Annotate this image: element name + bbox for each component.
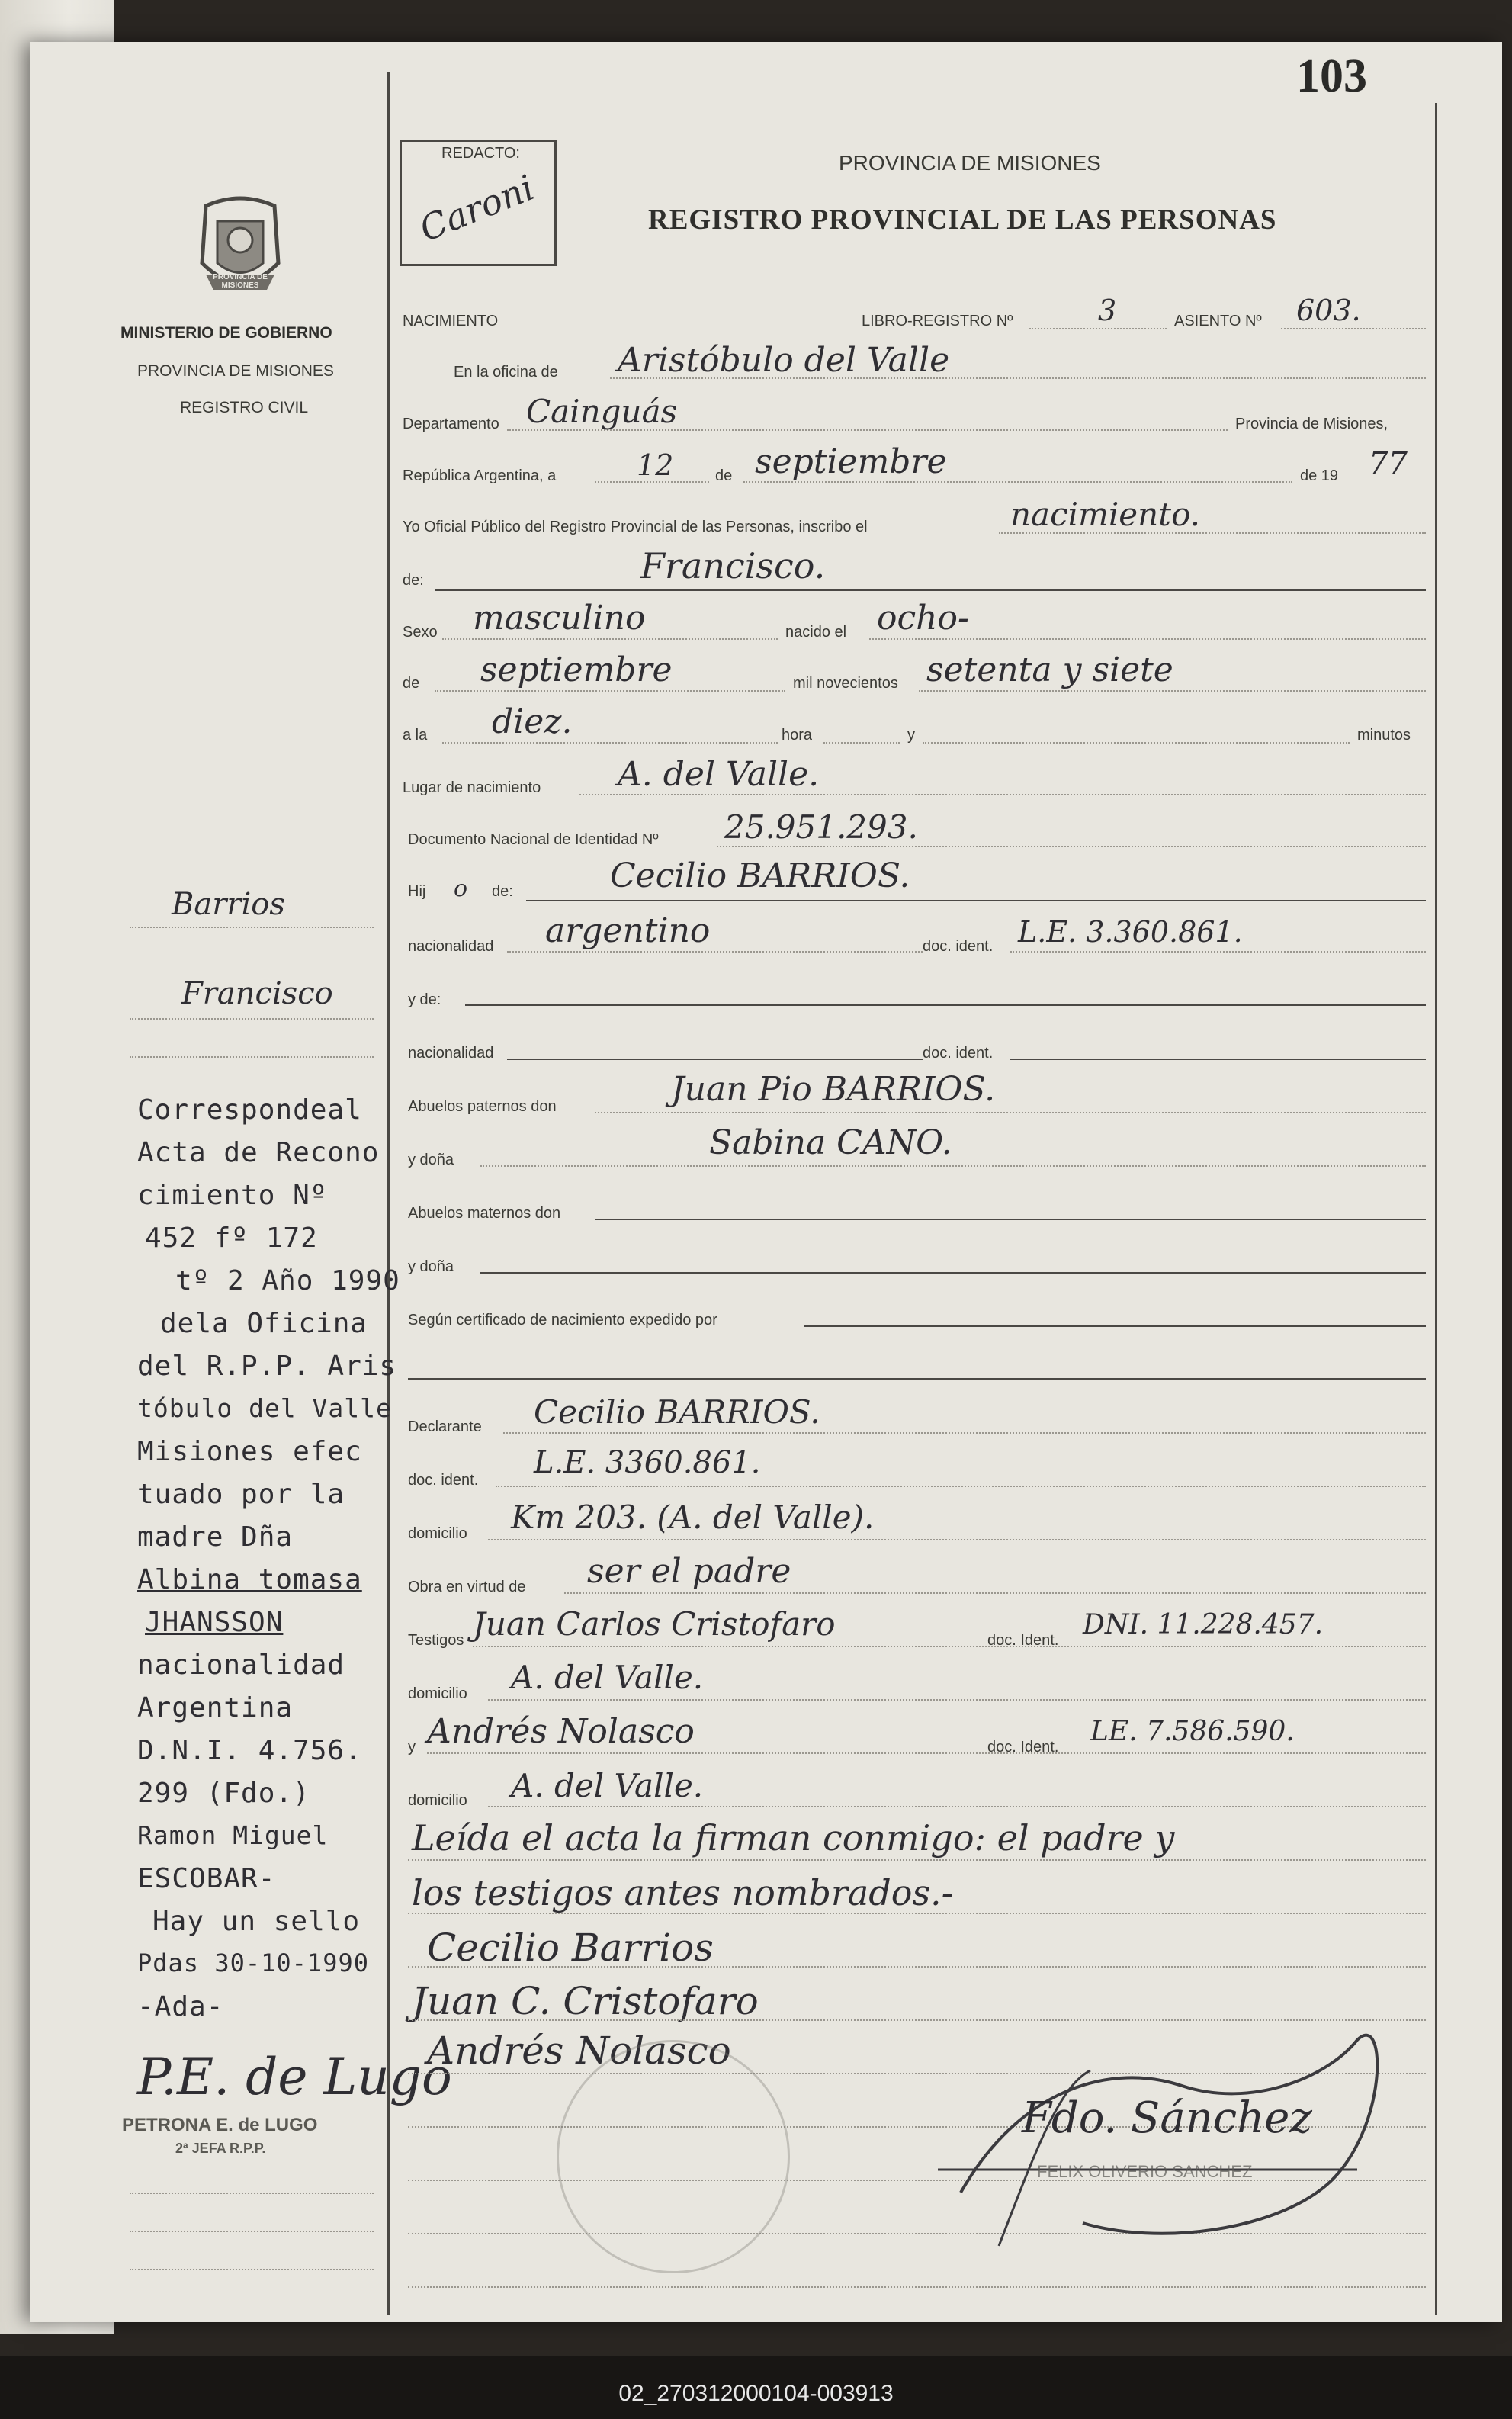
obra-label: Obra en virtud de bbox=[408, 1579, 526, 1595]
testigo1-value: Juan Carlos Cristofaro bbox=[473, 1605, 836, 1643]
nacido-label: nacido el bbox=[785, 624, 847, 641]
domicilio-label: domicilio bbox=[408, 1525, 467, 1542]
fill-line bbox=[999, 532, 1426, 534]
nac-padre-value: argentino bbox=[545, 911, 711, 950]
margin-line bbox=[130, 1056, 374, 1058]
name-value: Francisco. bbox=[640, 545, 826, 586]
ministry-registry: REGISTRO CIVIL bbox=[180, 399, 309, 416]
ab-pat-label: Abuelos paternos don bbox=[408, 1098, 557, 1115]
decl-doc-label: doc. ident. bbox=[408, 1472, 479, 1489]
closing-line-2: los testigos antes nombrados.- bbox=[412, 1872, 954, 1913]
fill-line bbox=[804, 1325, 1426, 1327]
margin-stamp-role: 2ª JEFA R.P.P. bbox=[175, 2141, 266, 2156]
lugar-label: Lugar de nacimiento bbox=[403, 779, 541, 796]
docident-label: doc. ident. bbox=[923, 938, 994, 955]
margin-note-line: cimiento Nº bbox=[137, 1180, 328, 1211]
republica-label: República Argentina, a bbox=[403, 467, 557, 484]
fill-line bbox=[564, 1592, 1426, 1594]
declarante-value: Cecilio BARRIOS. bbox=[534, 1393, 820, 1431]
signature-declarante: Cecilio Barrios bbox=[427, 1926, 714, 1970]
fill-line bbox=[427, 1752, 1426, 1754]
margin-note-line: del R.P.P. Aris bbox=[137, 1351, 397, 1382]
margin-note-line: D.N.I. 4.756. bbox=[137, 1735, 362, 1766]
header-province: PROVINCIA DE MISIONES bbox=[839, 151, 1101, 175]
ministry-province: PROVINCIA DE MISIONES bbox=[137, 362, 334, 380]
margin-stamp-name: PETRONA E. de LUGO bbox=[122, 2115, 318, 2135]
hora-value: diez. bbox=[492, 702, 573, 741]
ab-mat-label: Abuelos maternos don bbox=[408, 1205, 561, 1222]
official-signature: Fdo. Sánchez bbox=[1022, 2093, 1312, 2143]
fill-line bbox=[408, 1859, 1426, 1861]
margin-note-line: Acta de Recono bbox=[137, 1137, 380, 1168]
lugar-value: A. del Valle. bbox=[618, 755, 820, 794]
year-label: de 19 bbox=[1300, 467, 1339, 484]
t2-y-label: y bbox=[408, 1739, 416, 1756]
asiento-label: ASIENTO Nº bbox=[1174, 313, 1262, 329]
margin-given-name: Francisco bbox=[181, 976, 333, 1011]
y-label: y bbox=[907, 727, 915, 744]
margin-note-line: Pdas 30-10-1990 bbox=[137, 1948, 369, 1977]
fill-line bbox=[473, 1646, 1426, 1647]
fill-line bbox=[869, 638, 1426, 640]
fill-line bbox=[408, 2286, 1426, 2288]
docident2-label: doc. ident. bbox=[923, 1045, 994, 1062]
redacto-signature: Caroni bbox=[413, 166, 541, 250]
margin-line bbox=[130, 1018, 374, 1020]
fill-line bbox=[919, 690, 1426, 692]
margin-note-line: 452 fº 172 bbox=[145, 1222, 318, 1254]
signature-testigo-1: Juan C. Cristofaro bbox=[412, 1979, 759, 2023]
margin-signature: P.E. de Lugo bbox=[137, 2048, 452, 2106]
hijo-label-a: Hij bbox=[408, 883, 426, 900]
departamento-label: Departamento bbox=[403, 416, 499, 432]
fill-line bbox=[1010, 951, 1426, 953]
margin-note-line: nacionalidad bbox=[137, 1650, 345, 1681]
oficial-value: nacimiento. bbox=[1010, 496, 1200, 533]
margin-note-line: Albina tomasa bbox=[137, 1564, 362, 1595]
departamento-value: Cainguás bbox=[526, 393, 678, 430]
fill-line bbox=[1029, 328, 1167, 329]
margin-line bbox=[130, 2231, 374, 2232]
obra-value: ser el padre bbox=[587, 1552, 791, 1591]
redacto-label: REDACTO: bbox=[441, 145, 520, 162]
t1-doc-value: DNI. 11.228.457. bbox=[1083, 1609, 1324, 1640]
mil-label: mil novecientos bbox=[793, 675, 898, 692]
margin-note-line: -Ada- bbox=[137, 1991, 224, 2022]
oficina-value: Aristóbulo del Valle bbox=[618, 341, 950, 380]
oficial-text: Yo Oficial Público del Registro Provincial de las Personas, inscribo el bbox=[403, 519, 868, 535]
margin-note-line: 299 (Fdo.) bbox=[137, 1778, 310, 1809]
decl-doc-value: L.E. 3360.861. bbox=[534, 1445, 761, 1480]
birth-month-value: septiembre bbox=[480, 651, 673, 689]
margin-surname: Barrios bbox=[172, 887, 285, 922]
margin-note-line: Correspondeal bbox=[137, 1094, 362, 1126]
de3-label: de bbox=[403, 675, 420, 692]
fill-line bbox=[595, 1219, 1426, 1220]
fill-line bbox=[507, 951, 923, 953]
fill-line bbox=[442, 638, 778, 640]
fill-line bbox=[408, 1913, 1426, 1914]
ministry-label: MINISTERIO DE GOBIERNO bbox=[120, 324, 332, 342]
minutos-label: minutos bbox=[1357, 727, 1411, 744]
de-label: de bbox=[715, 467, 733, 484]
register-page bbox=[30, 42, 1502, 2322]
redacto-box bbox=[400, 140, 557, 266]
folio-number: 103 bbox=[1296, 50, 1367, 102]
fill-line bbox=[480, 1272, 1426, 1274]
domicilio-value: Km 203. (A. del Valle). bbox=[511, 1499, 875, 1536]
fill-line bbox=[743, 481, 1292, 483]
fill-line bbox=[579, 794, 1426, 795]
official-stamp: FELIX OLIVERIO SANCHEZ bbox=[1037, 2162, 1253, 2181]
hora-label: hora bbox=[782, 727, 813, 744]
year-value: 77 bbox=[1369, 446, 1408, 481]
testigos-label: Testigos bbox=[408, 1632, 464, 1649]
margin-note-line: JHANSSON bbox=[145, 1607, 284, 1638]
t2-dom-label: domicilio bbox=[408, 1792, 467, 1809]
mil-value: setenta y siete bbox=[926, 651, 1173, 689]
fill-line bbox=[442, 742, 778, 744]
segun-label: Según certificado de nacimiento expedido por bbox=[408, 1312, 717, 1328]
fill-line bbox=[1010, 1059, 1426, 1060]
ab-pat-dona-value: Sabina CANO. bbox=[709, 1123, 952, 1162]
margin-note-line: Misiones efec bbox=[137, 1436, 362, 1467]
t2-doc-label: doc. Ident. bbox=[987, 1739, 1059, 1756]
t1-doc-label: doc. Ident. bbox=[987, 1632, 1059, 1649]
t2-doc-value: LE. 7.586.590. bbox=[1090, 1716, 1295, 1747]
closing-line-1: Leída el acta la firman conmigo: el padre y bbox=[412, 1817, 1175, 1858]
oficina-label: En la oficina de bbox=[454, 364, 558, 381]
margin-note-line: madre Dña bbox=[137, 1521, 294, 1553]
libro-label: LIBRO-REGISTRO Nº bbox=[862, 313, 1013, 329]
fill-line bbox=[717, 846, 1426, 847]
scan-caption: 02_270312000104-003913 bbox=[618, 2381, 894, 2406]
fill-line bbox=[1281, 328, 1426, 329]
hijo-suffix: o bbox=[454, 875, 468, 902]
margin-note-line: Argentina bbox=[137, 1692, 294, 1723]
fill-line bbox=[435, 589, 1426, 591]
fill-line bbox=[480, 1165, 1426, 1167]
asiento-value: 603. bbox=[1296, 294, 1361, 327]
fill-line bbox=[507, 1059, 923, 1060]
margin-line bbox=[130, 927, 374, 928]
yde-label: y de: bbox=[408, 991, 441, 1008]
margin-line bbox=[130, 2269, 374, 2270]
fill-line bbox=[526, 900, 1426, 901]
fill-line bbox=[408, 1378, 1426, 1380]
sexo-label: Sexo bbox=[403, 624, 438, 641]
nac-label: nacionalidad bbox=[408, 938, 494, 955]
t2-dom-value: A. del Valle. bbox=[511, 1767, 704, 1804]
emblem-caption: PROVINCIA DE MISIONES bbox=[213, 273, 268, 290]
ydona2-label: y doña bbox=[408, 1258, 454, 1275]
day-value: 12 bbox=[637, 448, 674, 482]
margin-line bbox=[130, 2193, 374, 2194]
fill-line bbox=[595, 1112, 1426, 1113]
form-left-border bbox=[387, 72, 390, 2315]
ab-pat-value: Juan Pio BARRIOS. bbox=[671, 1070, 996, 1109]
margin-note-line: dela Oficina bbox=[160, 1308, 368, 1339]
dni-label: Documento Nacional de Identidad Nº bbox=[408, 831, 659, 848]
fill-line bbox=[465, 1004, 1426, 1006]
nac2-label: nacionalidad bbox=[408, 1045, 494, 1062]
ydona-label: y doña bbox=[408, 1152, 454, 1168]
margin-note-line: tuado por la bbox=[137, 1479, 345, 1510]
dni-value: 25.951.293. bbox=[724, 808, 918, 846]
testigo2-value: Andrés Nolasco bbox=[427, 1712, 695, 1751]
declarante-label: Declarante bbox=[408, 1418, 482, 1435]
section-label: NACIMIENTO bbox=[403, 313, 499, 329]
margin-note-line: tº 2 Año 1990 bbox=[175, 1265, 400, 1296]
provincia-suffix: Provincia de Misiones, bbox=[1235, 416, 1388, 432]
fill-line bbox=[503, 1432, 1426, 1434]
de2-label: de: bbox=[403, 572, 424, 589]
sexo-value: masculino bbox=[473, 599, 646, 638]
fill-line bbox=[488, 1699, 1426, 1701]
margin-note-line: Hay un sello bbox=[152, 1906, 361, 1937]
margin-note-line: ESCOBAR- bbox=[137, 1863, 276, 1894]
padre-value: Cecilio BARRIOS. bbox=[610, 856, 910, 895]
margin-note-line: Ramon Miguel bbox=[137, 1820, 329, 1850]
margin-note-line: tóbulo del Valle bbox=[137, 1393, 392, 1423]
doc-padre-value: L.E. 3.360.861. bbox=[1018, 915, 1243, 949]
ala-label: a la bbox=[403, 727, 428, 744]
nacido-value: ocho- bbox=[877, 599, 969, 638]
header-title: REGISTRO PROVINCIAL DE LAS PERSONAS bbox=[648, 204, 1277, 236]
form-right-border bbox=[1435, 103, 1437, 2315]
hijo-label-b: de: bbox=[492, 883, 513, 900]
fill-line bbox=[823, 742, 900, 744]
fill-line bbox=[488, 1539, 1426, 1540]
fill-line bbox=[488, 1806, 1426, 1807]
signature-testigo-2: Andrés Nolasco bbox=[427, 2029, 731, 2073]
libro-value: 3 bbox=[1098, 294, 1117, 327]
fill-line bbox=[435, 690, 785, 692]
fill-line bbox=[923, 742, 1350, 744]
t1-dom-value: A. del Valle. bbox=[511, 1659, 704, 1696]
fill-line bbox=[408, 1966, 1426, 1968]
fill-line bbox=[496, 1486, 1426, 1487]
t1-dom-label: domicilio bbox=[408, 1685, 467, 1702]
registry-seal bbox=[557, 2040, 790, 2273]
month-value: septiembre bbox=[755, 442, 947, 481]
